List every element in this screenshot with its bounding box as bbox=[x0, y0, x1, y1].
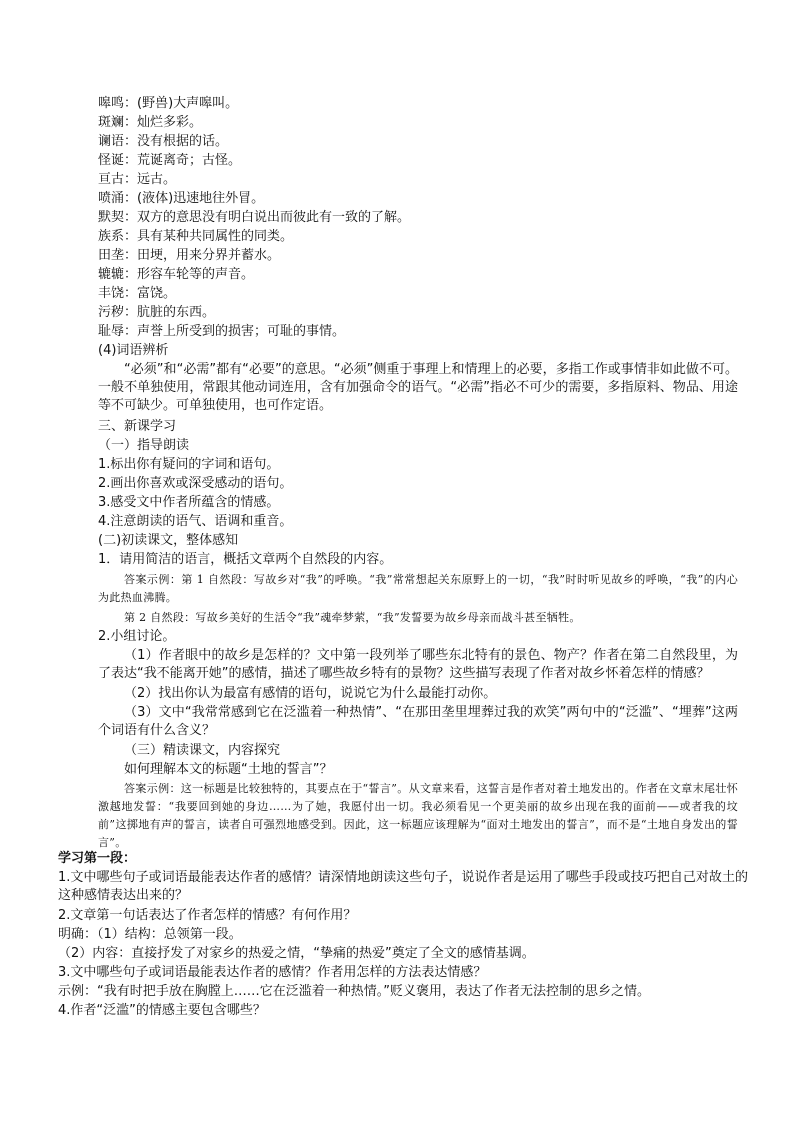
vocab-item: 丰饶：富饶。 bbox=[98, 286, 177, 301]
question-1: 1．请用简洁的语言，概括文章两个自然段的内容。 bbox=[98, 552, 393, 567]
study-question: 4.作者“泛滥”的情感主要包含哪些？ bbox=[58, 1003, 266, 1018]
vocab-item: 怪诞：荒诞离奇；古怪。 bbox=[98, 153, 242, 168]
section-heading: 三、新课学习 bbox=[98, 419, 177, 434]
answer-paragraph: 答案示例：第 1 自然段：写故乡对“我”的呼唤。“我”常常想起关东原野上的一切，“我”时时听见故乡的呼唤，“我”的内心为此热血沸腾。 bbox=[98, 573, 738, 604]
vocab-item: 嗥鸣：(野兽)大声嗥叫。 bbox=[98, 96, 239, 111]
reading-heading: （一）指导朗读 bbox=[98, 438, 190, 453]
reading-item: 4.注意朗读的语气、语调和重音。 bbox=[98, 514, 293, 529]
first-read-heading: (二)初读课文，整体感知 bbox=[98, 533, 239, 548]
vocab-item: 辘辘：形容车轮等的声音。 bbox=[98, 267, 255, 282]
vocab-item: 谰语：没有根据的话。 bbox=[98, 134, 229, 149]
discussion-item: （3）文中“我常常感到它在泛滥着一种热情”、“在那田垄里埋葬过我的欢笑”两句中的“泛滥”、“埋葬”这两个词语有什么含义？ bbox=[98, 705, 738, 738]
discussion-item: （2）找出你认为最富有感情的语句，说说它为什么最能打动你。 bbox=[124, 686, 497, 701]
vocab-item: 田垄：田埂，用来分界并蓄水。 bbox=[98, 248, 281, 263]
intensive-heading: （三）精读课文，内容探究 bbox=[124, 743, 281, 758]
study-answer: 示例：“我有时把手放在胸膛上……它在泛滥着一种热情。”贬义褒用，表达了作者无法控制的思乡之情。 bbox=[58, 984, 650, 999]
study-question: 1.文中哪些句子或词语最能表达作者的感情？请深情地朗读这些句子，说说作者是运用了哪些手段或技巧把自己对故土的这种感情表达出来的？ bbox=[58, 870, 748, 903]
vocab-item: 污秽：肮脏的东西。 bbox=[98, 305, 216, 320]
study-heading: 学习第一段： bbox=[58, 851, 137, 866]
study-answer: （2）内容：直接抒发了对家乡的热爱之情，“挚痛的热爱”奠定了全文的感情基调。 bbox=[58, 946, 535, 961]
vocab-item: 喷涌：(液体)迅速地往外冒。 bbox=[98, 191, 265, 206]
vocab-item: 亘古：远古。 bbox=[98, 172, 177, 187]
study-question: 2.文章第一句话表达了作者怎样的情感？有何作用？ bbox=[58, 908, 357, 923]
reading-item: 3.感受文中作者所蕴含的情感。 bbox=[98, 495, 280, 510]
reading-item: 1.标出你有疑问的字词和语句。 bbox=[98, 457, 280, 472]
title-question: 如何理解本文的标题“土地的誓言”？ bbox=[124, 762, 333, 777]
title-answer: 答案示例：这一标题是比较独特的，其要点在于“誓言”。从文章来看，这誓言是作者对着土地发出的。作者在文章末尾壮怀激越地发誓：“我要回到她的身边……为了她，我愿付出一切。我必须看见一个更美丽的故乡出现在我的面前——或者我的坟前”这掷地有声的誓言，读者自可强烈地感受到。因此，这一标题应该理解为“面对土地发出的誓言”，而不是“土地自身发出的誓言”。 bbox=[98, 782, 738, 849]
vocab-item: 默契：双方的意思没有明白说出而彼此有一致的了解。 bbox=[98, 210, 411, 225]
analysis-paragraph: “必须”和“必需”都有“必要”的意思。“必须”侧重于事理上和情理上的必要，多指工作或事情非如此做不可。一般不单独使用，常跟其他动词连用，含有加强命令的语气。“必需”指必不可少的需要，多指原料、物品、用途等不可缺少。可单独使用，也可作定语。 bbox=[98, 362, 738, 413]
discussion-item: （1）作者眼中的故乡是怎样的？文中第一段列举了哪些东北特有的景色、物产？作者在第二自然段里，为了表达“我不能离开她”的感情，描述了哪些故乡特有的景物？这些描写表现了作者对故乡怀着怎样的情感？ bbox=[98, 648, 738, 681]
study-answer: 明确：（1）结构：总领第一段。 bbox=[58, 927, 242, 942]
reading-item: 2.画出你喜欢或深受感动的语句。 bbox=[98, 476, 293, 491]
vocab-item: 族系：具有某种共同属性的同类。 bbox=[98, 229, 294, 244]
study-question: 3.文中哪些句子或词语最能表达作者的感情？作者用怎样的方法表达情感？ bbox=[58, 965, 487, 980]
analysis-heading: (4)词语辨析 bbox=[98, 343, 169, 358]
vocab-item: 斑斓：灿烂多彩。 bbox=[98, 115, 203, 130]
answer-paragraph: 第 2 自然段：写故乡美好的生活令“我”魂牵梦萦，“我”发誓要为故乡母亲而战斗甚至牺牲。 bbox=[124, 611, 581, 624]
vocab-item: 耻辱：声誉上所受到的损害；可耻的事情。 bbox=[98, 324, 346, 339]
question-2: 2.小组讨论。 bbox=[98, 629, 176, 644]
